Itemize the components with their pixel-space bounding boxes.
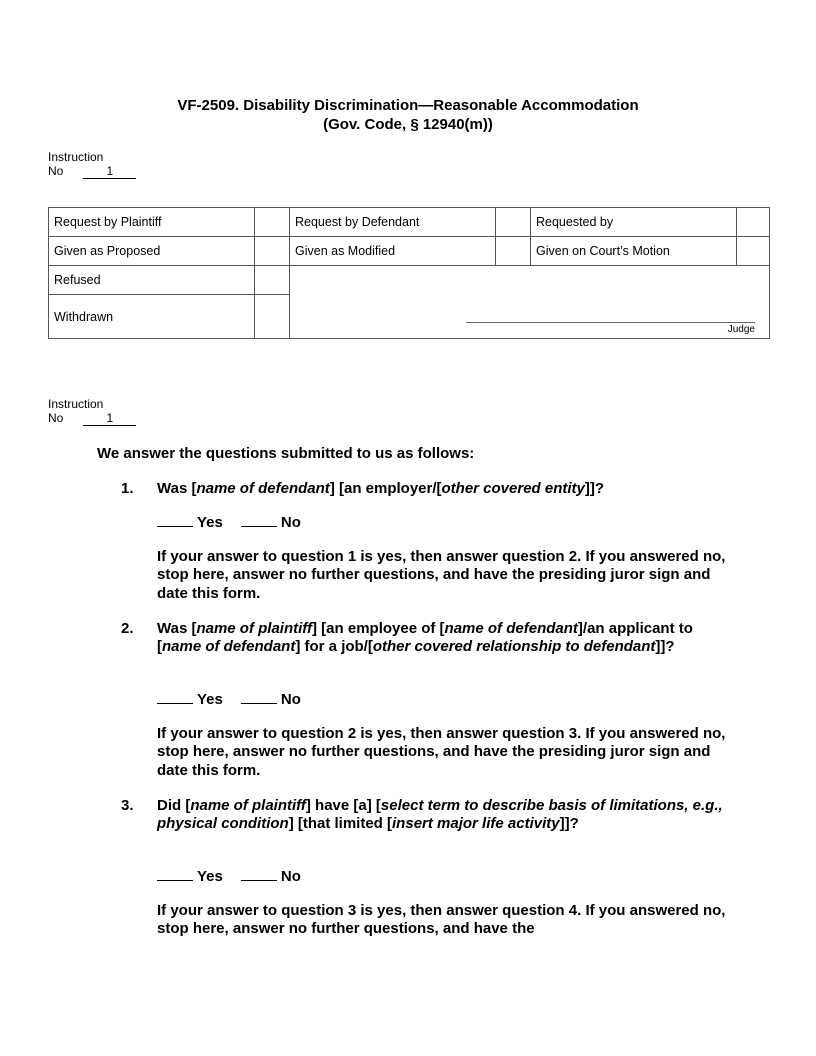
question-2-text: Was [name of plaintiff] [an employee of [name of defendant]/an applicant to [name of defendant] for a job/[other covered relationship to defendant]]? <box>157 620 693 656</box>
request-by-defendant-checkbox[interactable] <box>496 208 531 237</box>
question-2-no-blank[interactable] <box>241 703 277 704</box>
question-3-no-blank[interactable] <box>241 880 277 881</box>
request-by-plaintiff-label: Request by Plaintiff <box>49 208 255 237</box>
question-1-text: Was [name of defendant] [an employer/[other covered entity]]? <box>157 480 605 497</box>
refused-checkbox[interactable] <box>255 266 290 295</box>
refused-label: Refused <box>49 266 255 295</box>
request-by-defendant-label: Request by Defendant <box>290 208 496 237</box>
given-as-proposed-checkbox[interactable] <box>255 237 290 266</box>
instruction-number: 1 <box>83 165 136 179</box>
question-3-text: Did [name of plaintiff] have [a] [select term to describe basis of limitations, e.g., physical condition] [that limited [insert major life activity]]? <box>157 797 723 833</box>
question-3-answer: Yes No <box>157 868 301 886</box>
given-as-proposed-label: Given as Proposed <box>49 237 255 266</box>
requested-by-label: Requested by <box>531 208 737 237</box>
question-3-number: 3. <box>121 797 134 814</box>
instruction-number: 1 <box>83 412 136 426</box>
judge-signature-line <box>466 322 755 323</box>
question-2-instruction: If your answer to question 2 is yes, then answer question 3. If you answered no, stop here, answer no further questions, and have the presiding juror sign and date this form. <box>157 725 726 779</box>
requested-by-checkbox[interactable] <box>737 208 770 237</box>
judge-label: Judge <box>727 324 755 335</box>
withdrawn-label: Withdrawn <box>49 295 255 339</box>
question-2-answer: Yes No <box>157 691 301 709</box>
question-1-number: 1. <box>121 480 134 497</box>
question-1-answer: Yes No <box>157 514 301 532</box>
question-3-instruction: If your answer to question 3 is yes, then answer question 4. If you answered no, stop here, answer no further questions, and have the <box>157 902 726 938</box>
question-2-number: 2. <box>121 620 134 637</box>
question-2-yes-blank[interactable] <box>157 703 193 704</box>
withdrawn-checkbox[interactable] <box>255 295 290 339</box>
given-as-modified-checkbox[interactable] <box>496 237 531 266</box>
instruction-label-bottom: Instruction No 1 <box>48 397 136 426</box>
verdict-intro: We answer the questions submitted to us as follows: <box>97 445 475 462</box>
question-3-yes-blank[interactable] <box>157 880 193 881</box>
given-on-courts-motion-label: Given on Court’s Motion <box>531 237 737 266</box>
instruction-label-top: Instruction No 1 <box>48 150 136 179</box>
document-title: VF-2509. Disability Discrimination—Reasonable Accommodation <box>177 97 639 114</box>
request-by-plaintiff-checkbox[interactable] <box>255 208 290 237</box>
document-subtitle: (Gov. Code, § 12940(m)) <box>323 116 493 133</box>
instruction-status-table <box>48 207 770 339</box>
question-1-instruction: If your answer to question 1 is yes, then answer question 2. If you answered no, stop here, answer no further questions, and have the presiding juror sign and date this form. <box>157 548 726 602</box>
given-as-modified-label: Given as Modified <box>290 237 496 266</box>
question-1-yes-blank[interactable] <box>157 526 193 527</box>
question-1-no-blank[interactable] <box>241 526 277 527</box>
given-on-courts-motion-checkbox[interactable] <box>737 237 770 266</box>
judge-signature-area[interactable] <box>290 266 770 339</box>
